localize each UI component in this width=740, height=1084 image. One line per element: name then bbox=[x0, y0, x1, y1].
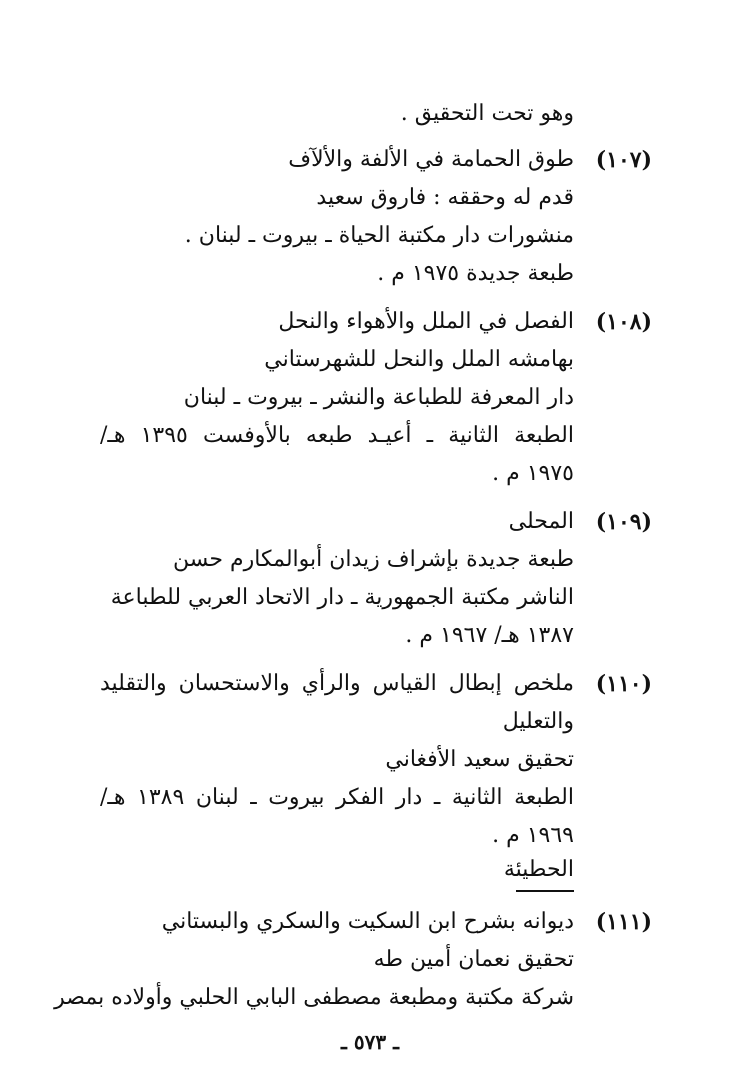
text-line: والتعليل bbox=[502, 709, 574, 734]
text-line: ١٩٧٥ م . bbox=[492, 461, 574, 486]
text-line: طبعة جديدة بإشراف زيدان أبوالمكارم حسن bbox=[173, 547, 574, 572]
text-line: شركة مكتبة ومطبعة مصطفى البابي الحلبي وأولاده بمصر bbox=[54, 985, 574, 1010]
heading-underline bbox=[516, 890, 574, 892]
text-line: ١٩٦٩ م . bbox=[492, 823, 574, 848]
entry-number-110: (١١٠) bbox=[595, 671, 652, 697]
section-heading: الحطيئة bbox=[503, 857, 574, 882]
entry-107-title: طوق الحمامة في الألفة والألآف bbox=[288, 147, 574, 172]
text-line: بهامشه الملل والنحل للشهرستاني bbox=[264, 347, 574, 372]
text-line: قدم له وحققه : فاروق سعيد bbox=[316, 185, 574, 210]
text-line: ١٣٨٧ هـ/ ١٩٦٧ م . bbox=[405, 623, 574, 648]
text-line: طبعة جديدة ١٩٧٥ م . bbox=[377, 261, 574, 286]
text-line: منشورات دار مكتبة الحياة ـ بيروت ـ لبنان . bbox=[184, 223, 574, 248]
entry-108-title: الفصل في الملل والأهواء والنحل bbox=[278, 309, 574, 334]
text-line: وهو تحت التحقيق . bbox=[400, 101, 574, 126]
text-line: تحقيق سعيد الأفغاني bbox=[385, 747, 574, 772]
entry-111-title: ديوانه بشرح ابن السكيت والسكري والبستاني bbox=[161, 909, 574, 934]
text-line: الناشر مكتبة الجمهورية ـ دار الاتحاد العربي للطباعة bbox=[110, 585, 574, 610]
entry-110-title: ملخص إبطال القياس والرأي والاستحسان والتقليد bbox=[100, 671, 574, 696]
entry-number-109: (١٠٩) bbox=[595, 509, 652, 535]
text-line: الطبعة الثانية ـ دار الفكر بيروت ـ لبنان ١٣٨٩ هـ/ bbox=[100, 785, 574, 810]
page-number: ـ ٥٧٣ ـ bbox=[341, 1030, 399, 1054]
entry-number-107: (١٠٧) bbox=[595, 147, 652, 173]
text-line: تحقيق نعمان أمين طه bbox=[373, 947, 574, 972]
text-line: الطبعة الثانية ـ أعيـد طبعه بالأوفست ١٣٩٥ هـ/ bbox=[100, 423, 574, 448]
text-line: دار المعرفة للطباعة والنشر ـ بيروت ـ لبنان bbox=[183, 385, 574, 410]
entry-number-111: (١١١) bbox=[595, 909, 652, 935]
entry-109-title: المحلى bbox=[508, 509, 574, 534]
entry-number-108: (١٠٨) bbox=[595, 309, 652, 335]
